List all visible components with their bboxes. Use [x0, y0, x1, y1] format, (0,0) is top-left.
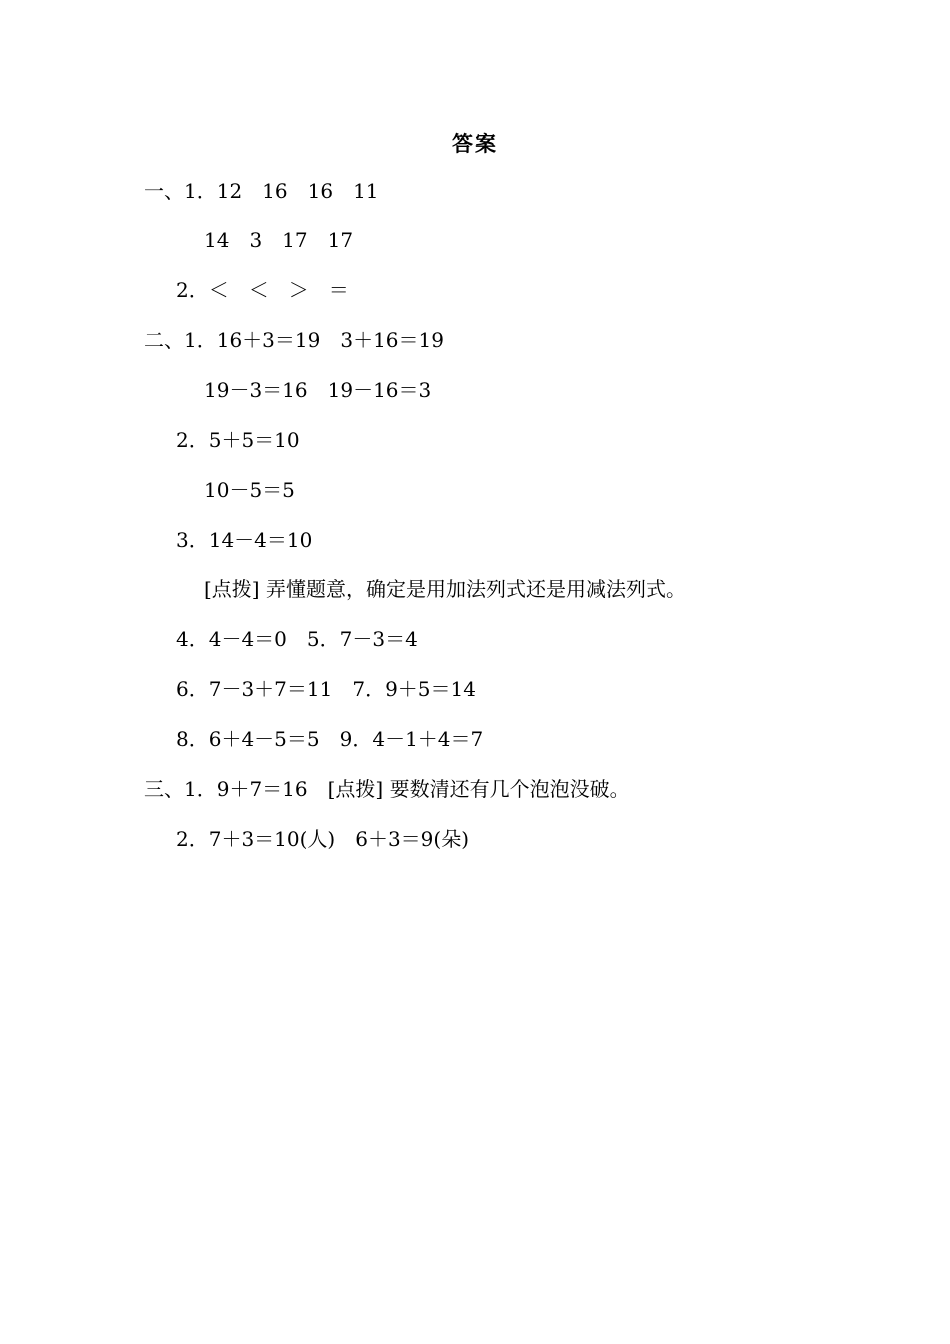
section-2-q2-row2: 10－5＝5 — [204, 478, 295, 502]
section-3-q2: 2．7＋3＝10(人) 6＋3＝9(朵) — [176, 827, 470, 851]
section-2-q3: 3．14－4＝10 — [176, 528, 313, 552]
section-2-q1-row2: 19－3＝16 19－16＝3 — [204, 378, 432, 402]
section-2-q2-row1: 2．5＋5＝10 — [176, 428, 300, 452]
section-1-q2: 2．＜ ＜ ＞ ＝ — [176, 278, 349, 302]
section-2-q1-row1: 二、1．16＋3＝19 3＋16＝19 — [144, 328, 444, 352]
section-2-q6-q7: 6．7－3＋7＝11 7．9＋5＝14 — [176, 677, 476, 701]
section-1-q1-row1: 一、1．12 16 16 11 — [144, 179, 379, 203]
section-2-q8-q9: 8．6＋4－5＝5 9．4－1＋4＝7 — [176, 727, 484, 751]
section-2-q3-hint: [点拨] 弄懂题意，确定是用加法列式还是用减法列式。 — [204, 577, 686, 601]
section-3-q1: 三、1．9＋7＝16 [点拨] 要数清还有几个泡泡没破。 — [144, 777, 630, 801]
page-title: 答案 — [452, 132, 498, 156]
section-1-q1-row2: 14 3 17 17 — [204, 228, 354, 252]
section-2-q4-q5: 4．4－4＝0 5．7－3＝4 — [176, 627, 418, 651]
